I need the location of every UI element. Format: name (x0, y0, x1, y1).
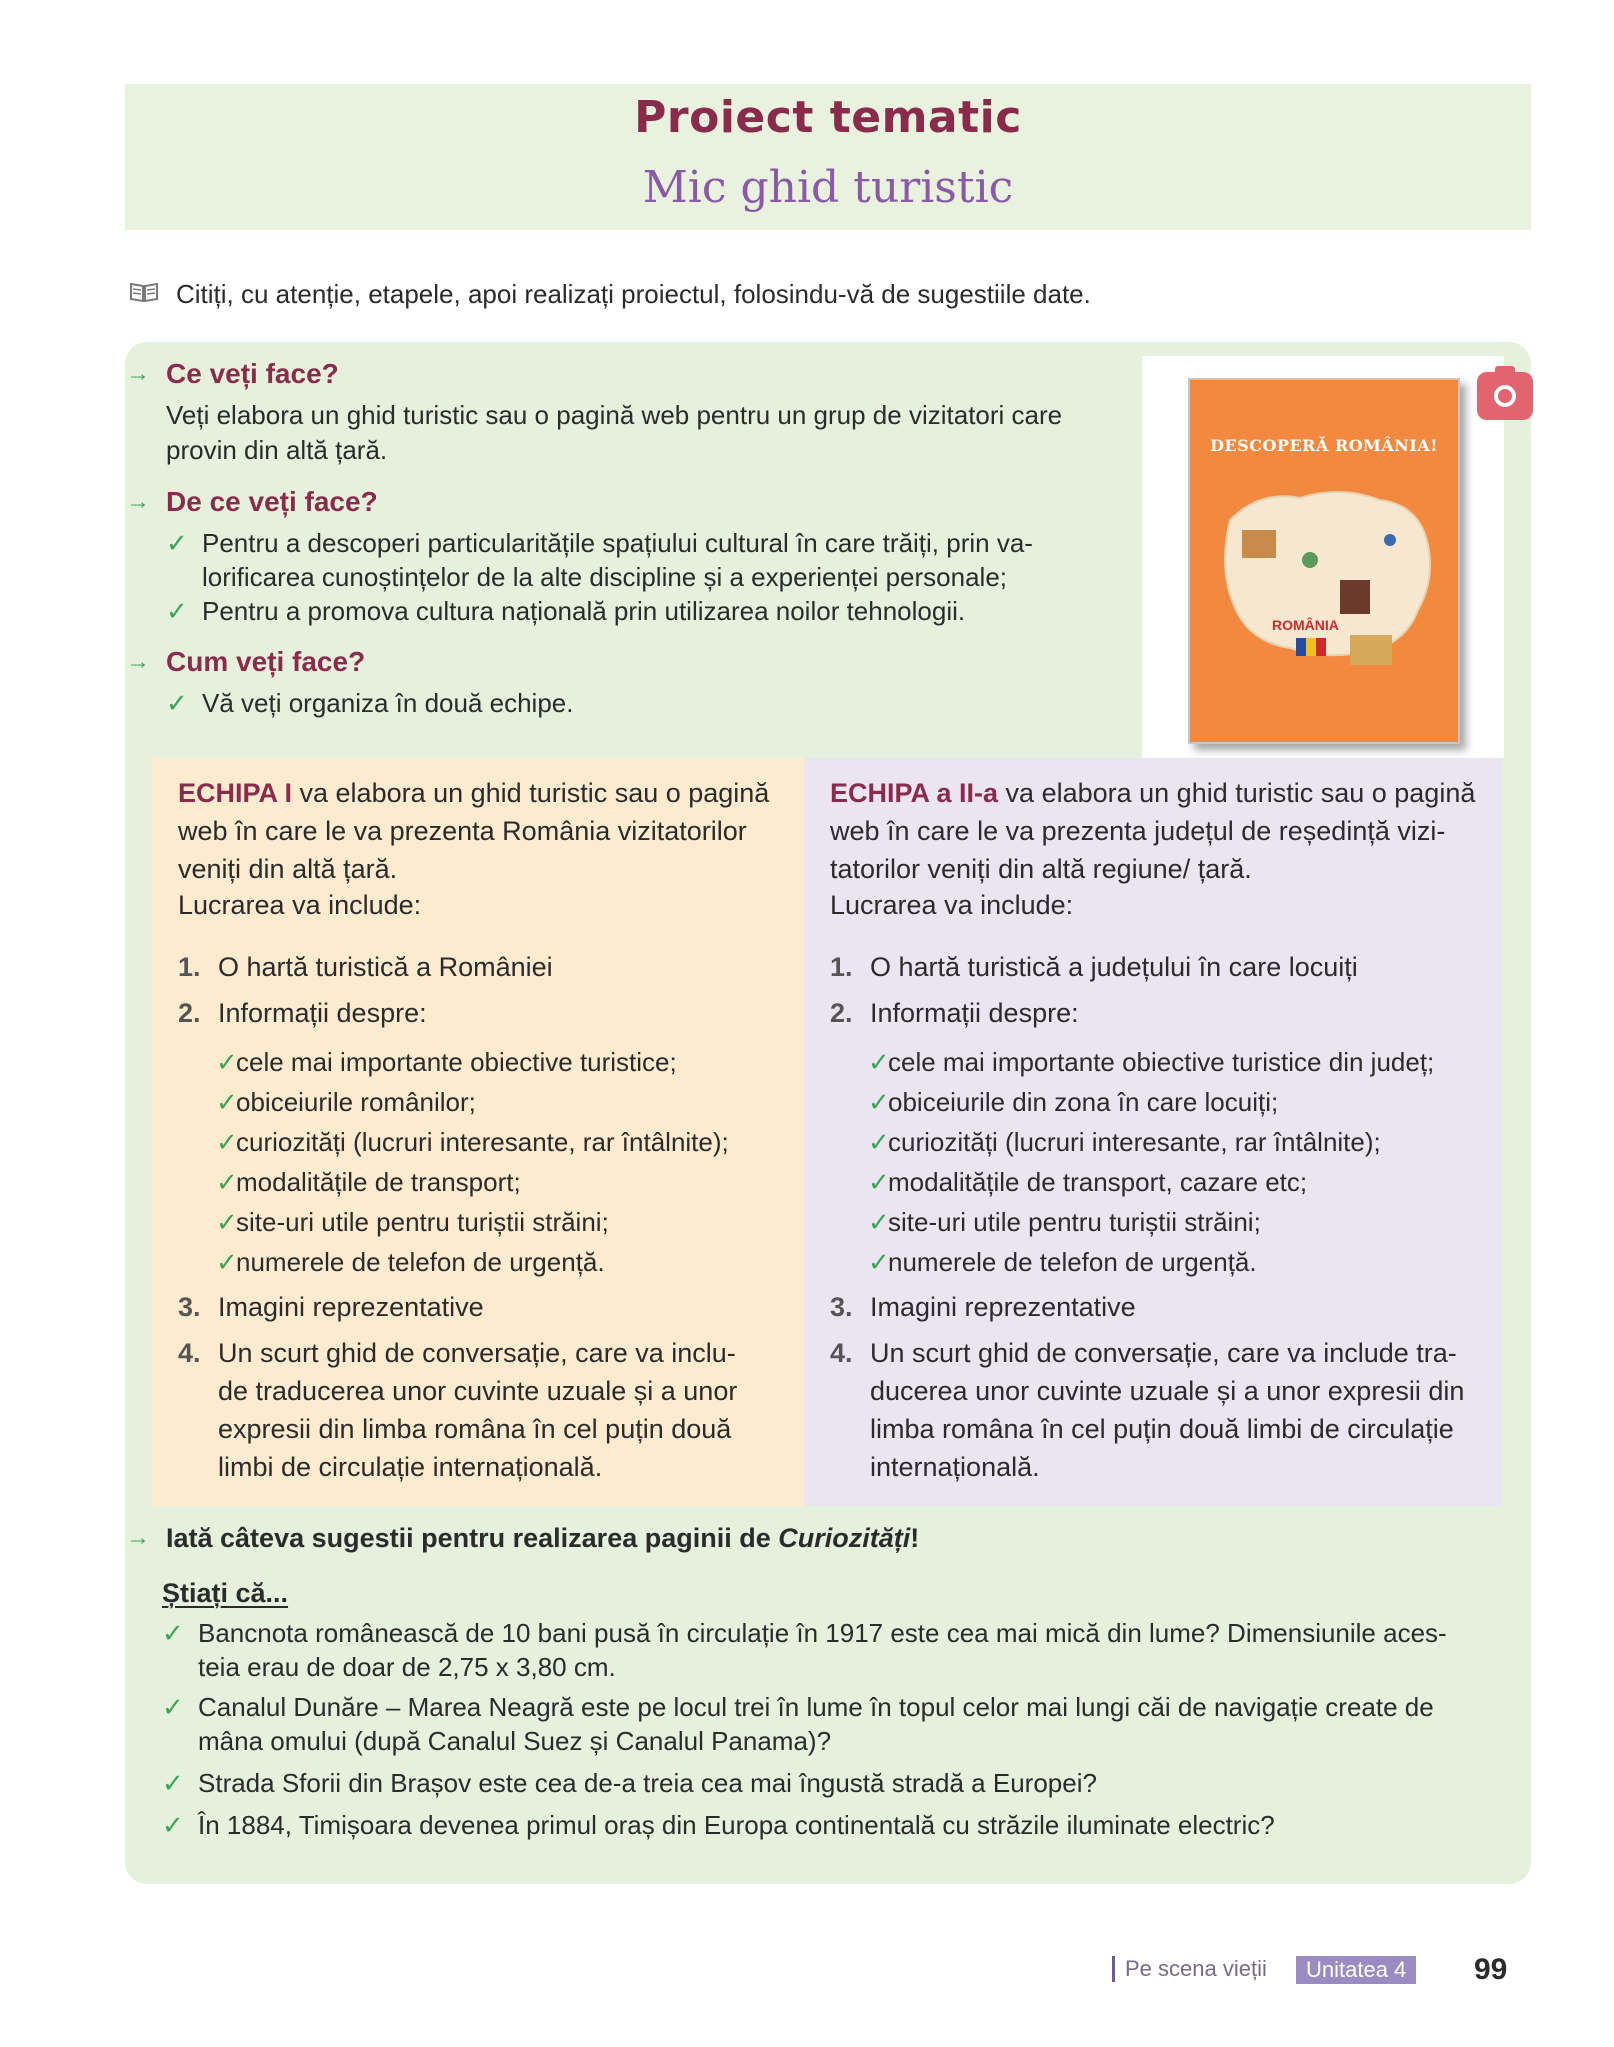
check-icon: ✓ (216, 1087, 238, 1117)
team-1-intro: ECHIPA I va elabora un ghid turistic sau o pagină web în care le va prezenta România vizitatorilor veniți din altă țară. (178, 778, 770, 884)
fact-4: ✓ În 1884, Timișoara devenea primul oraș din Europa continentală cu străzile iluminate electric? (162, 1810, 1275, 1840)
arrow-icon: → (126, 488, 150, 515)
check-icon: ✓ (216, 1207, 238, 1237)
suggestions-intro: Iată câteva sugestii pentru realizarea paginii de Curiozități! (166, 1523, 920, 1553)
why-item-1: ✓ Pentru a descoperi particularitățile spațiului cultural în care trăiți, prin va- lorificarea cunoștințelor de la alte discipline și a experienței personale; (166, 528, 1033, 592)
team-1-includes: Lucrarea va include: (178, 890, 422, 920)
check-icon: ✓ (166, 688, 188, 718)
question-how: Cum veți face? (166, 646, 366, 677)
check-icon: ✓ (162, 1810, 184, 1840)
guidebook-cover (1188, 378, 1460, 744)
check-icon: ✓ (162, 1618, 184, 1648)
check-icon: ✓ (166, 596, 188, 626)
check-icon: ✓ (216, 1047, 238, 1077)
team-1-subitem: ✓ modalitățile de transport; (216, 1162, 521, 1202)
team-1-subitem: ✓ cele mai importante obiective turistice; (216, 1042, 677, 1082)
facts-heading: Știați că... (162, 1578, 289, 1608)
team-2-item-1: 1. O hartă turistică a județului în care locuiți (830, 952, 1358, 982)
page-subtitle: Mic ghid turistic (642, 162, 1014, 213)
romania-map-illustration (1190, 380, 1458, 742)
arrow-icon: → (126, 1524, 150, 1551)
team-2-box (804, 758, 1502, 1506)
page-title: Proiect tematic (634, 92, 1022, 143)
check-icon: ✓ (166, 528, 188, 558)
check-icon: ✓ (162, 1768, 184, 1798)
team-1-item-1: 1. O hartă turistică a României (178, 952, 553, 982)
team-2-subitem: ✓ site-uri utile pentru turiștii străini; (868, 1202, 1261, 1242)
instruction (126, 278, 1091, 310)
team-2-intro: ECHIPA a II-a va elabora un ghid turistic sau o pagină web în care le va prezenta județul de reședință vizi- tatorilor veniți din altă regiune/ țară. (830, 778, 1476, 884)
arrow-icon: → (126, 360, 150, 387)
fact-3: ✓ Strada Sforii din Brașov este cea de-a treia cea mai îngustă stradă a Europei? (162, 1768, 1097, 1798)
check-icon: ✓ (868, 1207, 890, 1237)
team-2-item-3: 3. Imagini reprezentative (830, 1292, 1136, 1322)
what-text: Veți elabora un ghid turistic sau o pagină web pentru un grup de vizitatori care provin din altă țară. (166, 400, 1063, 465)
team-1-item-2: 2. Informații despre: (178, 998, 427, 1028)
check-icon: ✓ (216, 1127, 238, 1157)
arrow-icon: → (126, 648, 150, 675)
question-why: De ce veți face? (166, 486, 378, 517)
check-icon: ✓ (216, 1167, 238, 1197)
team-2-subitem: ✓ obiceiurile din zona în care locuiți; (868, 1082, 1278, 1122)
team-2-item-4: 4. Un scurt ghid de conversație, care va include tra- ducerea unor cuvinte uzuale și a unor expresii din limba româna în cel puțin două limbi de circulație internațională. (830, 1338, 1465, 1482)
team-2-subitem: ✓ modalitățile de transport, cazare etc; (868, 1162, 1307, 1202)
team-1-item-3: 3. Imagini reprezentative (178, 1292, 484, 1322)
instruction-text: Citiți, cu atenție, etapele, apoi realizați proiectul, folosindu-vă de sugestiile date. (176, 278, 1091, 309)
team-1-name: ECHIPA I (178, 778, 293, 808)
footer-unit-badge: Unitatea 4 (1296, 1956, 1416, 1984)
question-what: Ce veți face? (166, 358, 339, 389)
how-item-1: ✓ Vă veți organiza în două echipe. (166, 688, 574, 718)
team-1-subitem: ✓ obiceiurile românilor; (216, 1082, 476, 1122)
fact-2: ✓ Canalul Dunăre – Marea Neagră este pe locul trei în lume în topul celor mai lungi căi de navigație create de mâna omului (după Canalul Suez și Canalul Panama)? (162, 1692, 1434, 1756)
team-1-subitem: ✓ site-uri utile pentru turiștii străini; (216, 1202, 609, 1242)
team-2-subitem: ✓ cele mai importante obiective turistice din județ; (868, 1042, 1434, 1082)
check-icon: ✓ (868, 1047, 890, 1077)
check-icon: ✓ (868, 1167, 890, 1197)
fact-1: ✓ Bancnota românească de 10 bani pusă în circulație în 1917 este cea mai mică din lume? Dimensiunile aces- teia erau de doar de 2,75 x 3,80 cm. (162, 1618, 1447, 1682)
map-label: ROMÂNIA (1272, 617, 1339, 633)
team-1-item-4: 4. Un scurt ghid de conversație, care va inclu- de traducerea unor cuvinte uzuale și a unor expresii din limba româna în cel puțin două limbi de circulație internațională. (178, 1338, 738, 1482)
team-2-includes: Lucrarea va include: (830, 890, 1074, 920)
page-number: 99 (1474, 1953, 1508, 1986)
team-1-subitem: ✓ numerele de telefon de urgență. (216, 1242, 605, 1282)
team-1-subitem: ✓ curiozități (lucruri interesante, rar întâlnite); (216, 1122, 729, 1162)
check-icon: ✓ (868, 1247, 890, 1277)
team-1-box (152, 758, 804, 1506)
camera-icon (1477, 372, 1533, 420)
team-2-subitem: ✓ numerele de telefon de urgență. (868, 1242, 1257, 1282)
check-icon: ✓ (868, 1087, 890, 1117)
team-2-subitem: ✓ curiozități (lucruri interesante, rar întâlnite); (868, 1122, 1381, 1162)
open-book-icon (126, 278, 162, 310)
check-icon: ✓ (868, 1127, 890, 1157)
header-band (125, 84, 1531, 230)
guidebook-photo (1142, 356, 1504, 758)
check-icon: ✓ (216, 1247, 238, 1277)
why-item-2: ✓ Pentru a promova cultura națională prin utilizarea noilor tehnologii. (166, 596, 966, 626)
check-icon: ✓ (162, 1692, 184, 1722)
team-2-name: ECHIPA a II-a (830, 778, 999, 808)
guidebook-title: DESCOPERĂ ROMÂNIA! (1210, 436, 1438, 455)
footer-section-name: Pe scena vieții (1112, 1956, 1267, 1982)
team-2-item-2: 2. Informații despre: (830, 998, 1079, 1028)
